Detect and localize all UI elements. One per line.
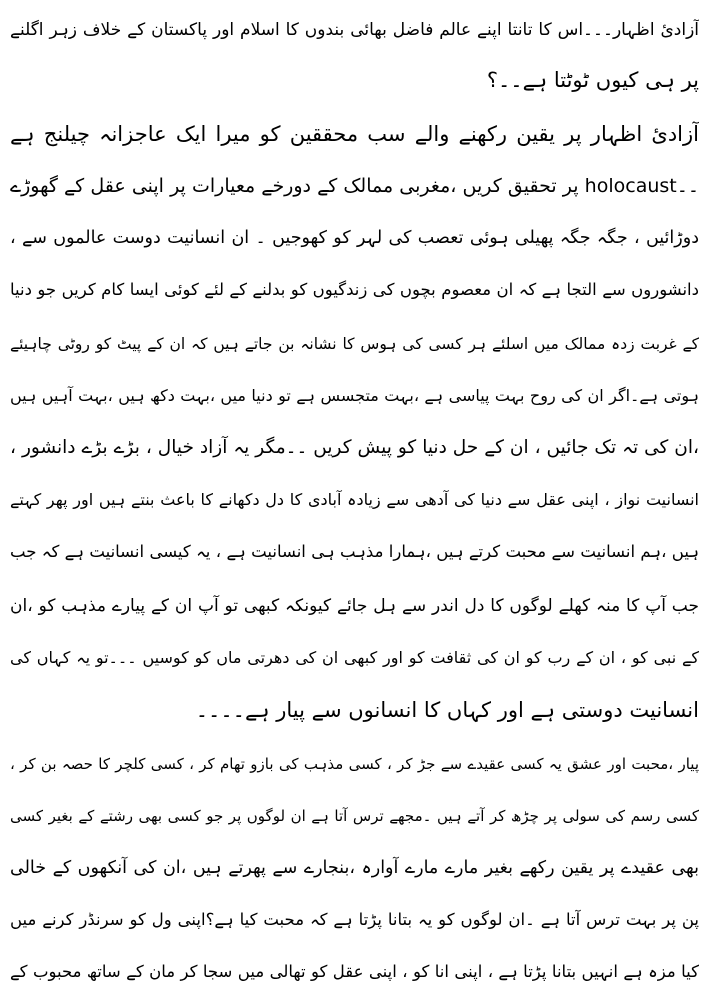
text-line-8: ہوتی ہے۔اگر ان کی روح بہت پیاسی ہے ،بہت متجسس ہے تو دنیا میں ،بہت دکھ ہیں ،بہت آہیں ہیں [10,386,699,405]
text-line-7: کے غربت زدہ ممالک میں اسلئے ہر کسی کی ہوس کا نشانہ بن جاتے ہیں کہ ان کے پیٹ کو روٹی چاہیئے [10,335,699,353]
text-line-12: جب آپ کا منہ کھلے لوگوں کا دل اندر سے ہل جائے کیونکہ کبھی تو آپ ان کے پیارے مذہب کو ،ان [10,596,699,616]
text-line-16: کسی رسم کی سولی پر چڑھ کر آتے ہیں ۔مجھے ترس آتا ہے ان لوگوں پر جو کسی بھی رشتے کے بغیر کسی [10,807,699,825]
text-line-5: دوڑائیں ، جگہ جگہ پھیلی ہوئی تعصب کی لہر کو کھوجیں ۔ ان انسانیت دوست عالموں سے ، [10,228,699,248]
text-line-4: ۔۔holocaust پر تحقیق کریں ،مغربی ممالک کے دورخے معیارات پر اپنی عقل کے گھوڑے [10,175,699,197]
text-line-3: آزادیٔ اظہار پر یقین رکھنے والے سب محققین کو میرا ایک عاجزانہ چیلنج ہے [10,122,699,146]
text-line-10: انسانیت نواز ، اپنی عقل سے دنیا کی آدھی سے زیادہ آبادی کا دل دکھانے کا باعث بنتے ہیں اور پھر کہتے [10,490,699,509]
text-line-14: انسانیت دوستی ہے اور کہاں کا انسانوں سے پیار ہے۔۔۔۔ [195,698,699,722]
text-line-6: دانشوروں سے التجا ہے کہ ان معصوم بچوں کی زندگیوں کو بدلنے کے لئے کوئی ایسا کام کریں جو دنیا [10,280,699,299]
text-line-9: ،ان کی تہ تک جائیں ، ان کے حل دنیا کو پیش کریں ۔۔مگر یہ آزاد خیال ، بڑے بڑے دانشور ، [10,437,699,458]
text-line-17: بھی عقیدے پر یقین رکھے بغیر مارے مارے آوارہ ،بنجارے سے پھرتے ہیں ،ان کی آنکھوں کے خالی [10,858,699,878]
text-line-15: پیار ،محبت اور عشق یہ کسی عقیدے سے جڑ کر ، کسی مذہب کی بازو تھام کر ، کسی کلچر کا حصہ بن کر ، [10,755,699,773]
text-line-1: آزادیٔ اظہار۔۔۔اس کا تانتا اپنے عالم فاضل بھائی بندوں کا اسلام اور پاکستان کے خلاف زہر اگلنے [10,20,699,40]
text-line-11: ہیں ،ہم انسانیت سے محبت کرتے ہیں ،ہمارا مذہب ہی انسانیت ہے ، یہ کیسی انسانیت ہے کہ جب [10,542,699,561]
text-line-2: پر ہی کیوں ٹوٹتا ہے۔۔؟ [486,68,699,92]
text-line-19: کیا مزہ ہے انہیں بتانا پڑتا ہے ، اپنی انا کو ، اپنی عقل کو تھالی میں سجا کر مان کے ساتھ محبوب کے [10,962,699,981]
text-line-18: پن پر بہت ترس آتا ہے ۔ان لوگوں کو یہ بتانا پڑتا ہے کہ محبت کیا ہے؟اپنی ول کو سرنڈر کرنے میں [10,910,699,929]
text-line-13: کے نبی کو ، ان کے رب کو ان کی ثقافت کو اور کبھی ان کی دھرتی ماں کو کوسیں ۔۔۔تو یہ کہاں کی [10,648,699,667]
